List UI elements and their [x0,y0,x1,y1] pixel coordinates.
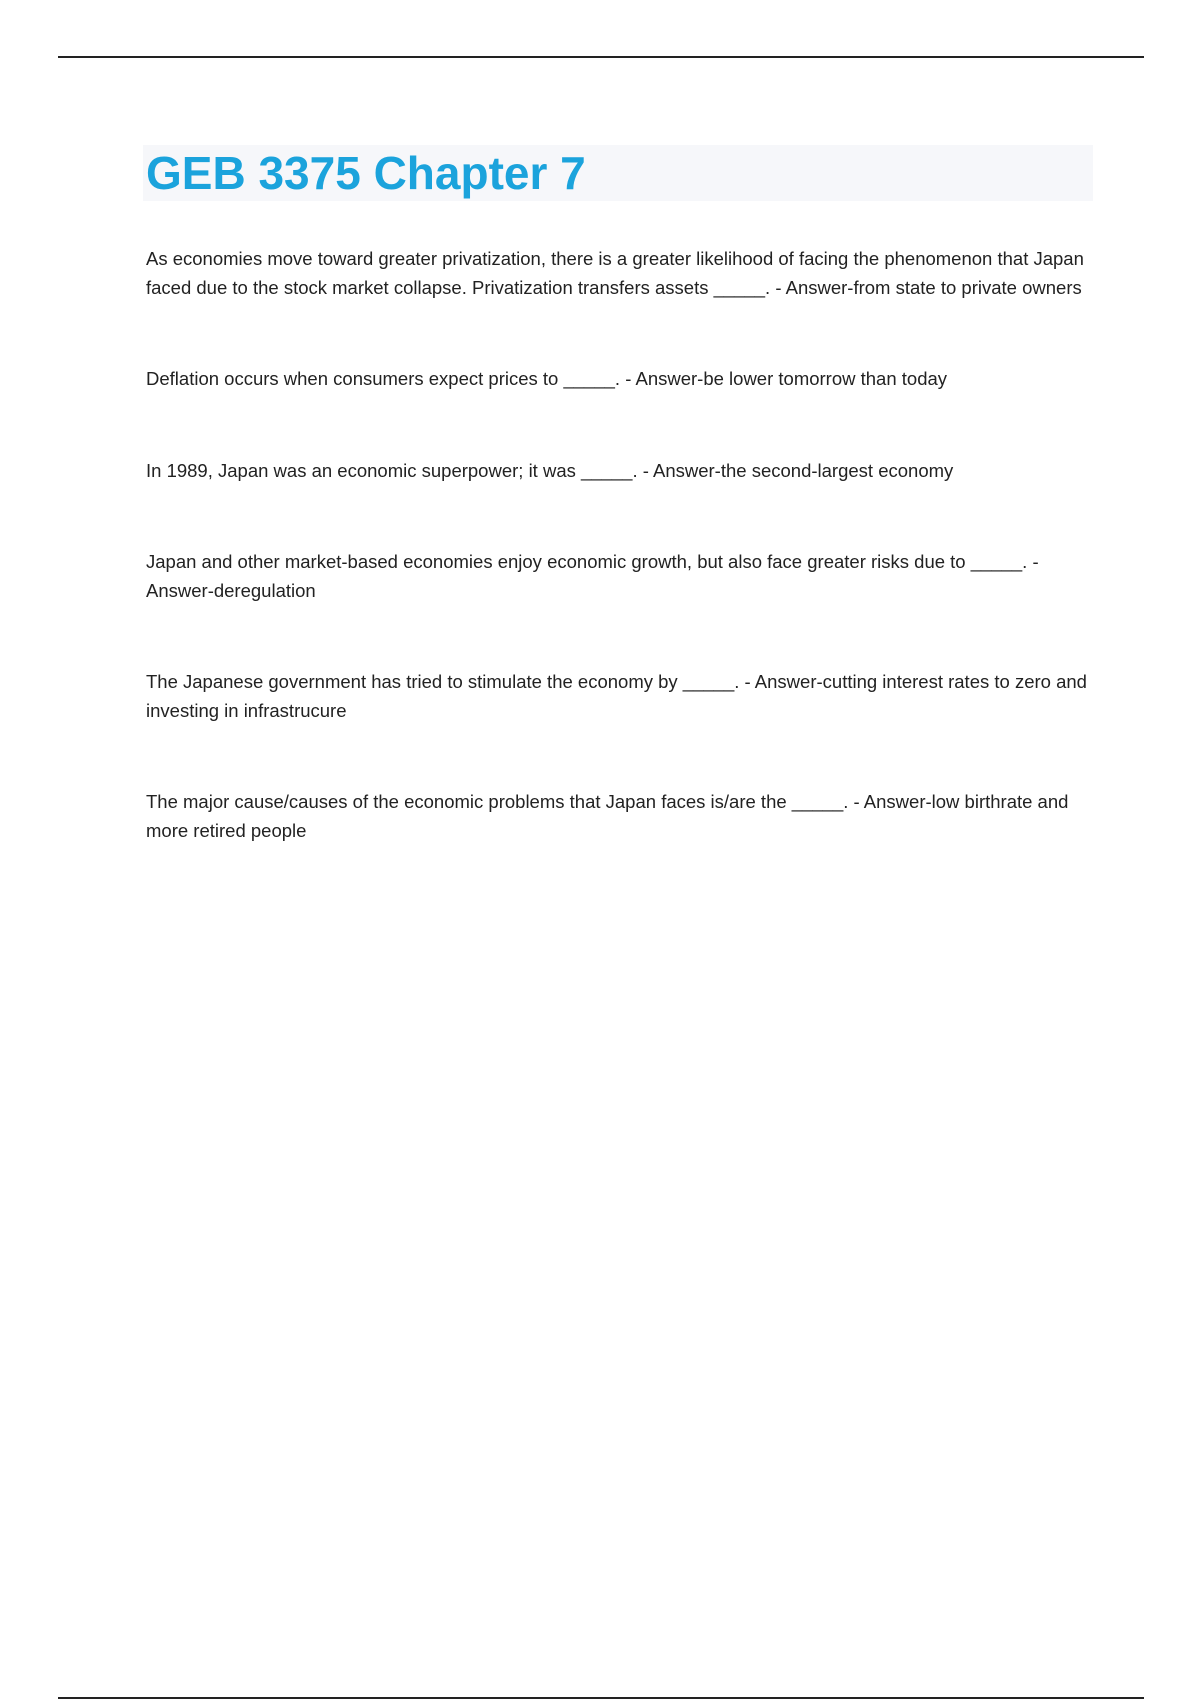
answer-text: be lower tomorrow than today [703,368,948,389]
question-text: The major cause/causes of the economic problems that Japan faces is/are the _____. - Answer- [146,791,932,812]
answer-text: cutting interest rates to zero and investing in infrastrucure [146,671,1087,721]
question-text: In 1989, Japan was an economic superpower; it was _____. - Answer- [146,459,721,481]
qa-item-1 [146,245,1091,302]
top-rule [58,56,1144,58]
qa-item-5 [146,668,1091,725]
bottom-rule [58,1697,1144,1699]
qa-item-3 [146,457,1091,486]
question-text: As economies move toward greater privatization, there is a greater likelihood of facing the phenomenon that Japan faced due to the stock market collapse. Privatization transfers assets _____. - Answer- [146,248,1084,298]
answer-text: low birthrate and more retired people [146,791,1069,841]
question-text: Deflation occurs when consumers expect prices to _____. - Answer- [146,368,704,389]
answer-text: the second-largest economy [720,459,954,481]
qa-list [146,245,1091,845]
question-text: The Japanese government has tried to stimulate the economy by _____. - Answer- [146,671,823,692]
qa-item-4 [146,548,1091,605]
qa-item-2 [146,365,1091,394]
page-title: GEB 3375 Chapter 7 [146,147,586,199]
qa-item-6 [146,788,1091,845]
answer-text: from state to private owners [853,276,1082,298]
question-text: Japan and other market-based economies enjoy economic growth, but also face greater risks due to _____. - Answer- [146,551,1039,601]
answer-text: deregulation [213,579,316,601]
